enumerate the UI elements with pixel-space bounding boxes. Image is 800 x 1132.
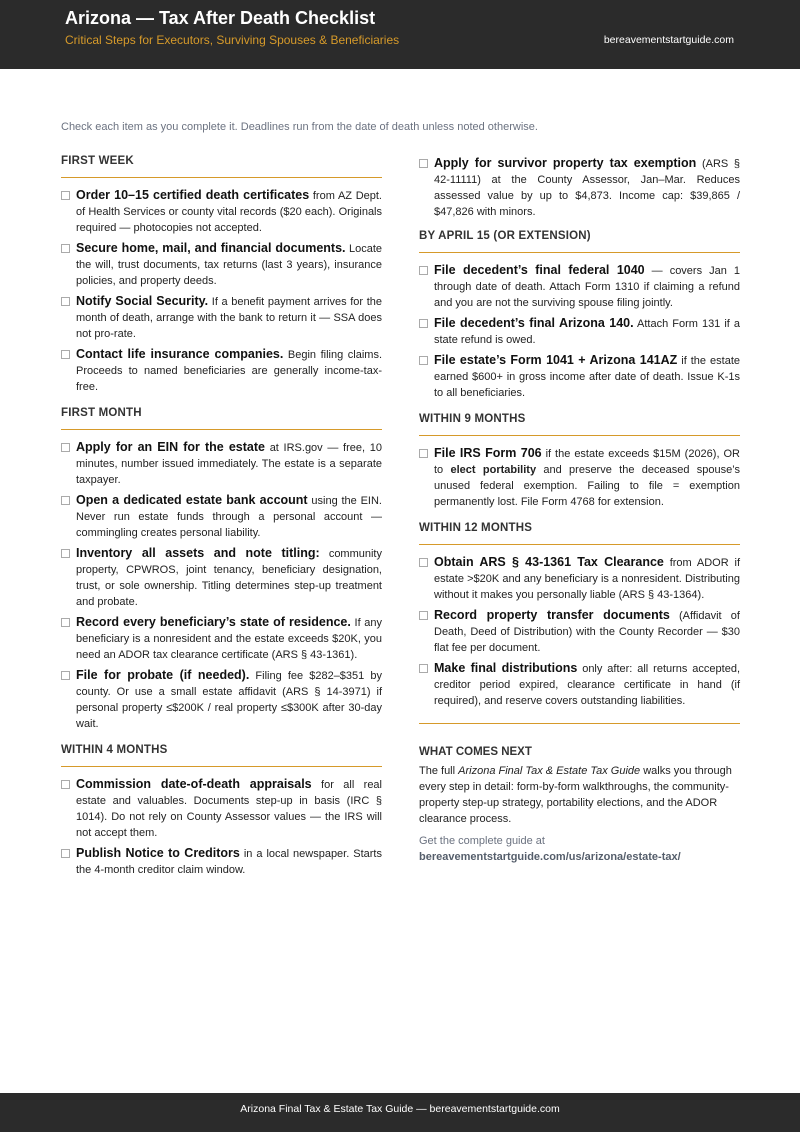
guide-link[interactable]: bereavementstartguide.com/us/arizona/estate-tax/	[419, 851, 681, 863]
next-steps-heading: WHAT COMES NEXT	[419, 746, 532, 758]
item-text: if the estate earned $600+ in gross income after date of death. Issue K-1s to all beneficiaries.	[434, 355, 740, 399]
item-lead: File for probate (if needed).	[76, 668, 250, 682]
page-subtitle: Critical Steps for Executors, Surviving Spouses & Beneficiaries	[65, 33, 400, 47]
checkbox[interactable]	[61, 618, 70, 627]
checklist-item	[61, 614, 382, 663]
checklist-item	[61, 492, 382, 541]
checkbox[interactable]	[419, 266, 428, 275]
item-lead: Order 10–15 certified death certificates	[76, 188, 310, 202]
item-text: community property, CPWROS, joint tenancy, beneficiary designation, trust, or sole ownership. Titling determines step-up treatment and probate.	[76, 548, 382, 608]
item-lead: Contact life insurance companies.	[76, 347, 284, 361]
item-text: from AZ Dept. of Health Services or county vital records ($20 each). Originals required — photocopies not accepted.	[76, 190, 382, 234]
item-lead: File decedent’s final Arizona 140.	[434, 316, 634, 330]
checkbox[interactable]	[61, 191, 70, 200]
item-text: If any beneficiary is a nonresident and the estate exceeds $20K, you need an ADOR tax clearance certificate (ARS § 43-1361).	[76, 617, 383, 661]
item-text: in a local newspaper. Starts the 4-month creditor claim window.	[76, 848, 382, 876]
checklist-item	[419, 554, 740, 603]
checkbox[interactable]	[419, 449, 428, 458]
checklist-item	[419, 155, 740, 220]
checklist-item	[61, 545, 382, 610]
item-lead: Obtain ARS § 43-1361 Tax Clearance	[434, 555, 664, 569]
item-lead: Secure home, mail, and financial documents.	[76, 241, 346, 255]
checkbox[interactable]	[419, 611, 428, 620]
item-text: from ADOR if estate >$20K and any beneficiary is a nonresident. Distributing without it makes you personally liable (ARS § 43-1364).	[434, 557, 740, 601]
item-lead: Record every beneficiary’s state of residence.	[76, 615, 351, 629]
section-heading-first-week: FIRST WEEK	[61, 155, 382, 178]
item-text: Filing fee $282–$351 by county. Or use a small estate affidavit (ARS § 14-3971) if personal property ≤$200K / real property ≤$300K after 30-day wait.	[76, 670, 383, 730]
next-text: walks you through every step in detail: form-by-form walkthroughs, the community-property step-up strategy, portability elections, and the ADOR clearance process.	[419, 765, 732, 825]
item-text: if the estate exceeds $15M (2026), OR to	[434, 448, 740, 476]
item-text: using the EIN. Never run estate funds through a personal account — commingling creates personal liability.	[76, 495, 382, 539]
intro-text: Check each item as you complete it. Deadlines run from the date of death unless noted otherwise.	[61, 121, 538, 133]
item-text: Begin filing claims. Proceeds to named beneficiaries are generally income-tax-free.	[76, 349, 382, 393]
item-text: Attach Form 131 if a state refund is owed.	[434, 318, 740, 346]
checkbox[interactable]	[61, 849, 70, 858]
section-heading-first-month: FIRST MONTH	[61, 407, 382, 430]
checkbox[interactable]	[419, 664, 428, 673]
item-lead: Inventory all assets and note titling:	[76, 546, 320, 560]
right-column	[419, 155, 740, 865]
page-title: Arizona — Tax After Death Checklist	[65, 8, 376, 28]
item-lead: Commission date-of-death appraisals	[76, 777, 312, 791]
checklist-item	[419, 352, 740, 401]
checklist-item	[419, 660, 740, 709]
checklist-item	[61, 776, 382, 841]
next-text: The full	[419, 765, 459, 777]
checklist-item	[61, 187, 382, 236]
checklist-item	[61, 439, 382, 488]
checklist-item	[61, 293, 382, 342]
left-column	[61, 155, 382, 882]
checkbox[interactable]	[61, 297, 70, 306]
item-lead: File IRS Form 706	[434, 446, 542, 460]
item-text: and preserve the deceased spouse’s unused federal exemption. Failing to file = exemption permanently lost. File Form 4768 for extension.	[434, 464, 741, 508]
section-divider	[419, 723, 740, 724]
item-emphasis: elect portability	[450, 464, 537, 476]
item-lead: Apply for an EIN for the estate	[76, 440, 265, 454]
item-text: only after: all returns accepted, creditor period expired, clearance certificate in hand (if required), and reserve covers outstanding liabilities.	[434, 663, 740, 707]
checkbox[interactable]	[61, 350, 70, 359]
checklist-item	[419, 445, 740, 510]
item-lead: Apply for survivor property tax exemption	[434, 156, 697, 170]
page-footer: Arizona Final Tax & Estate Tax Guide — bereavementstartguide.com	[0, 1093, 800, 1132]
item-lead: Publish Notice to Creditors	[76, 846, 240, 860]
header-site-url: bereavementstartguide.com	[603, 34, 734, 46]
checkbox[interactable]	[61, 549, 70, 558]
guide-label: Get the complete guide at	[419, 835, 545, 847]
item-lead: File decedent’s final federal 1040	[434, 263, 645, 277]
checkbox[interactable]	[419, 356, 428, 365]
checkbox[interactable]	[419, 319, 428, 328]
item-text: Locate the will, trust documents, tax returns (last 3 years), insurance policies, and property deeds.	[76, 243, 382, 287]
item-text: at IRS.gov — free, 10 minutes, number issued immediately. The estate is a separate taxpayer.	[76, 442, 382, 486]
item-text: (Affidavit of Death, Deed of Distribution) with the County Recorder — $30 flat fee per document.	[434, 610, 740, 654]
item-text: (ARS § 42-11111) at the County Assessor, Jan–Mar. Reduces assessed value by up to $4,873. Income cap: $39,865 / $47,826 with minors.	[434, 158, 741, 218]
guide-title: Arizona Final Tax & Estate Tax Guide	[458, 765, 641, 777]
item-text: for all real estate and valuables. Documents step-up in basis (IRC § 1014). Do not rely on County Assessor values — the IRS will not accept them.	[76, 779, 382, 839]
item-lead: Record property transfer documents	[434, 608, 670, 622]
checkbox[interactable]	[61, 671, 70, 680]
item-lead: Notify Social Security.	[76, 294, 209, 308]
checklist-item	[61, 240, 382, 289]
checklist-item	[419, 607, 740, 656]
checklist-item	[419, 315, 740, 348]
checkbox[interactable]	[419, 558, 428, 567]
item-lead: File estate’s Form 1041 + Arizona 141AZ	[434, 353, 678, 367]
checklist-item	[61, 845, 382, 878]
section-heading-within-4-months: WITHIN 4 MONTHS	[61, 744, 382, 767]
section-heading-by-april-15: BY APRIL 15 (OR EXTENSION)	[419, 230, 740, 253]
item-lead: Open a dedicated estate bank account	[76, 493, 308, 507]
item-text: If a benefit payment arrives for the month of death, arrange with the bank to return it — SSA does not pro-rate.	[76, 296, 382, 340]
checkbox[interactable]	[419, 159, 428, 168]
checkbox[interactable]	[61, 244, 70, 253]
next-steps-paragraph	[419, 763, 740, 827]
checklist-item	[61, 667, 382, 732]
item-text: — covers Jan 1 through date of death. Attach Form 1310 if claiming a refund and you are not the surviving spouse filing jointly.	[434, 265, 740, 309]
checkbox[interactable]	[61, 780, 70, 789]
checklist-item	[61, 346, 382, 395]
checkbox[interactable]	[61, 443, 70, 452]
section-heading-within-12-months: WITHIN 12 MONTHS	[419, 522, 740, 545]
item-lead: Make final distributions	[434, 661, 578, 675]
page-header	[0, 0, 800, 69]
checkbox[interactable]	[61, 496, 70, 505]
checklist-item	[419, 262, 740, 311]
section-heading-within-9-months: WITHIN 9 MONTHS	[419, 413, 740, 436]
